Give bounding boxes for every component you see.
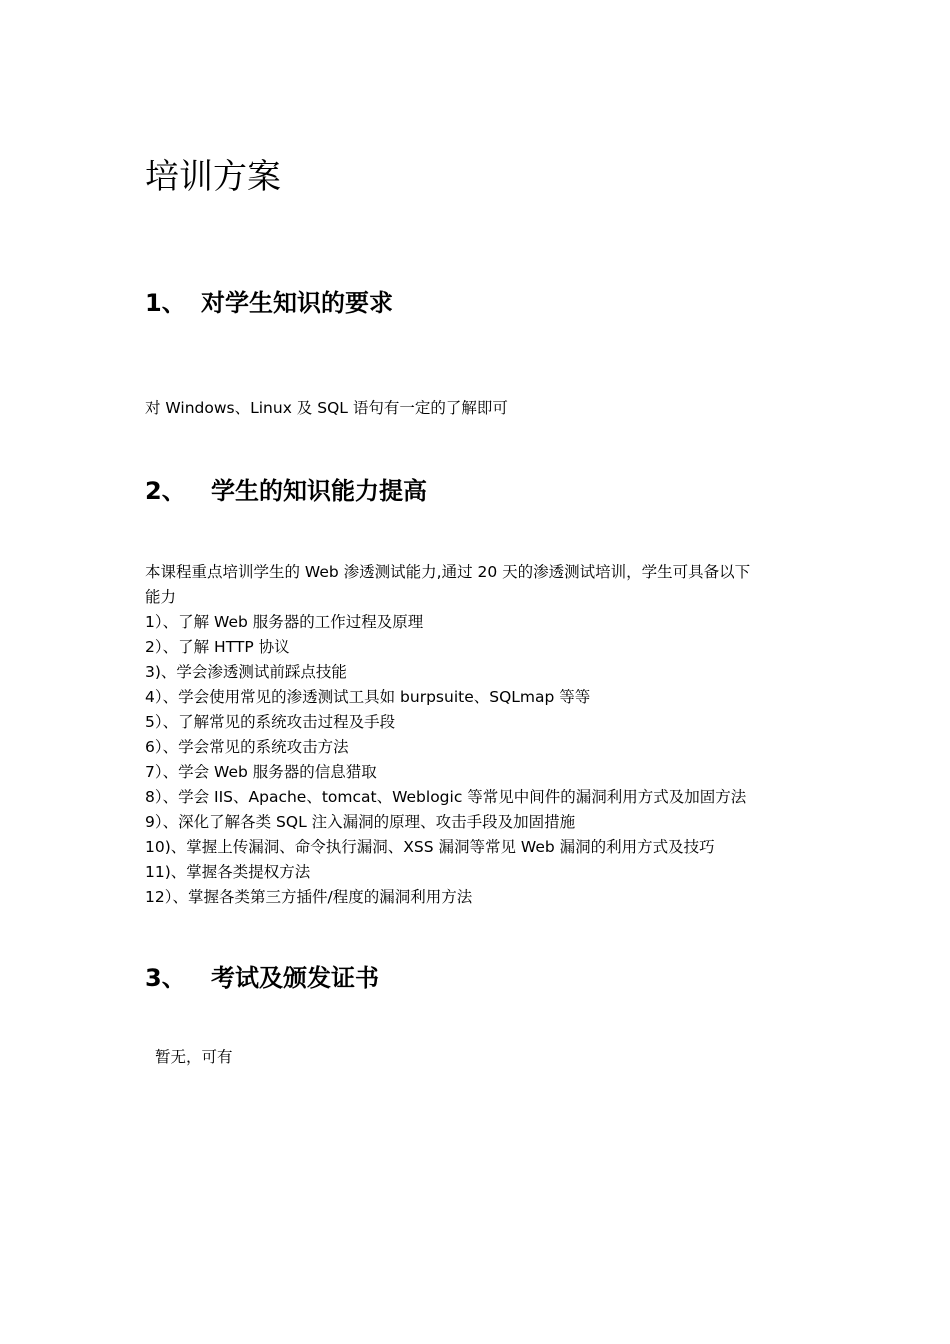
list-item: 11)、掌握各类提权方法 [145,863,311,881]
list-item: 5）、了解常见的系统攻击过程及手段 [145,713,396,731]
section-heading-1 [145,287,393,319]
section-title: 考试及颁发证书 [211,964,379,992]
list-item: 12）、掌握各类第三方插件/程度的漏洞利用方法 [145,888,473,906]
section-number: 1、 [145,289,186,317]
list-item: 8）、学会 IIS、Apache、tomcat、Weblogic 等常见中间件的漏洞利用方式及加固方法 [145,788,747,806]
list-item: 3)、学会渗透测试前踩点技能 [145,663,347,681]
section-3-body: 暂无，可有 [155,1048,233,1066]
list-item: 4）、学会使用常见的渗透测试工具如 burpsuite、SQLmap 等等 [145,688,591,706]
section-heading-2 [145,475,427,507]
section-1-body: 对 Windows、Linux 及 SQL 语句有一定的了解即可 [145,399,508,417]
section-number: 2、 [145,477,186,505]
list-item: 7）、学会 Web 服务器的信息猎取 [145,763,377,781]
list-item: 1）、了解 Web 服务器的工作过程及原理 [145,613,424,631]
section-heading-3 [145,962,379,994]
list-item: 10)、掌握上传漏洞、命令执行漏洞、XSS 漏洞等常见 Web 漏洞的利用方式及技巧 [145,838,715,856]
intro-line: 本课程重点培训学生的 Web 渗透测试能力,通过 20 天的渗透测试培训，学生可具备以下 [145,563,751,581]
list-item: 2）、了解 HTTP 协议 [145,638,290,656]
document-title: 培训方案 [145,157,281,197]
list-item: 9）、深化了解各类 SQL 注入漏洞的原理、攻击手段及加固措施 [145,813,576,831]
section-number: 3、 [145,964,186,992]
intro-line: 能力 [145,588,177,606]
section-2-body [145,560,805,910]
list-item: 6）、学会常见的系统攻击方法 [145,738,349,756]
section-title: 对学生知识的要求 [201,289,393,317]
section-title: 学生的知识能力提高 [211,477,427,505]
